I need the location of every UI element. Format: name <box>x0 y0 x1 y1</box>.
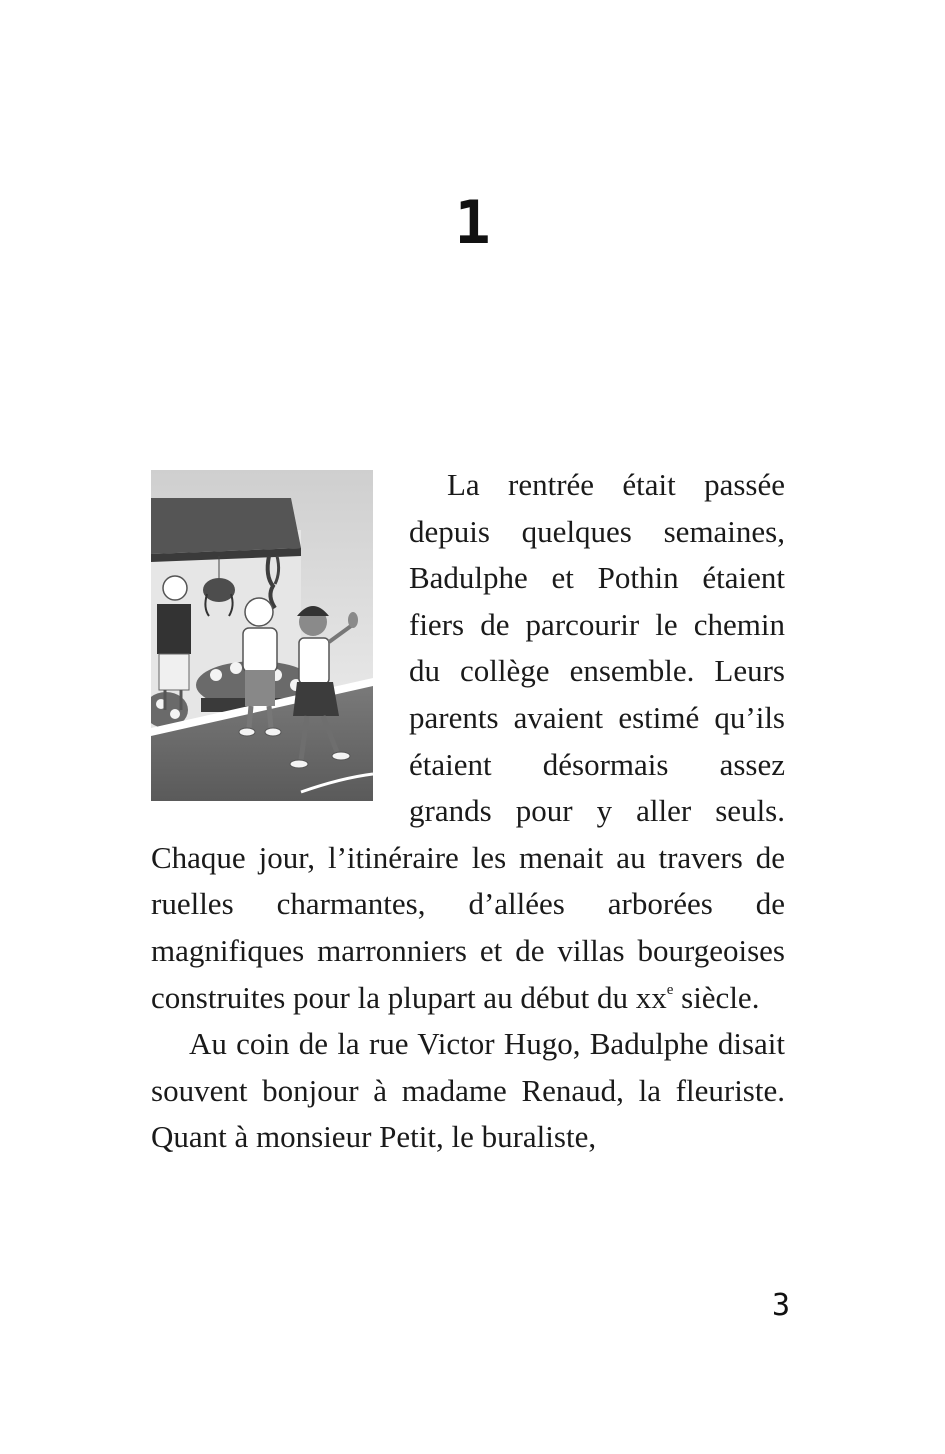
paragraph-2: Au coin de la rue Victor Hugo, Badulphe disait souvent bonjour à madame Renaud, la fleuriste. Quant à monsieur Petit, le buraliste, <box>151 1026 785 1155</box>
page-number: 3 <box>771 1288 790 1323</box>
chapter-number: 1 <box>454 188 491 258</box>
paragraph-1-text: La rentrée était passée depuis quelques semaines, Badulphe et Pothin étaient fiers de parcourir le chemin du collège ensemble. Leurs parents avaient estimé qu’ils étaient désormais assez grands pour y aller seuls. Chaque jour, l’itinéraire les menait au travers de ruelles charmantes, d’allées arborées de magnifiques marronniers et de villas bourgeoises construites pour la plupart au début du xx <box>151 467 785 1015</box>
street-scene-illustration <box>151 470 373 801</box>
paragraph-1-end: siècle. <box>673 979 760 1015</box>
superscript-e: e <box>666 981 674 998</box>
body-text <box>151 462 785 1161</box>
illustration-drawing <box>151 470 373 801</box>
